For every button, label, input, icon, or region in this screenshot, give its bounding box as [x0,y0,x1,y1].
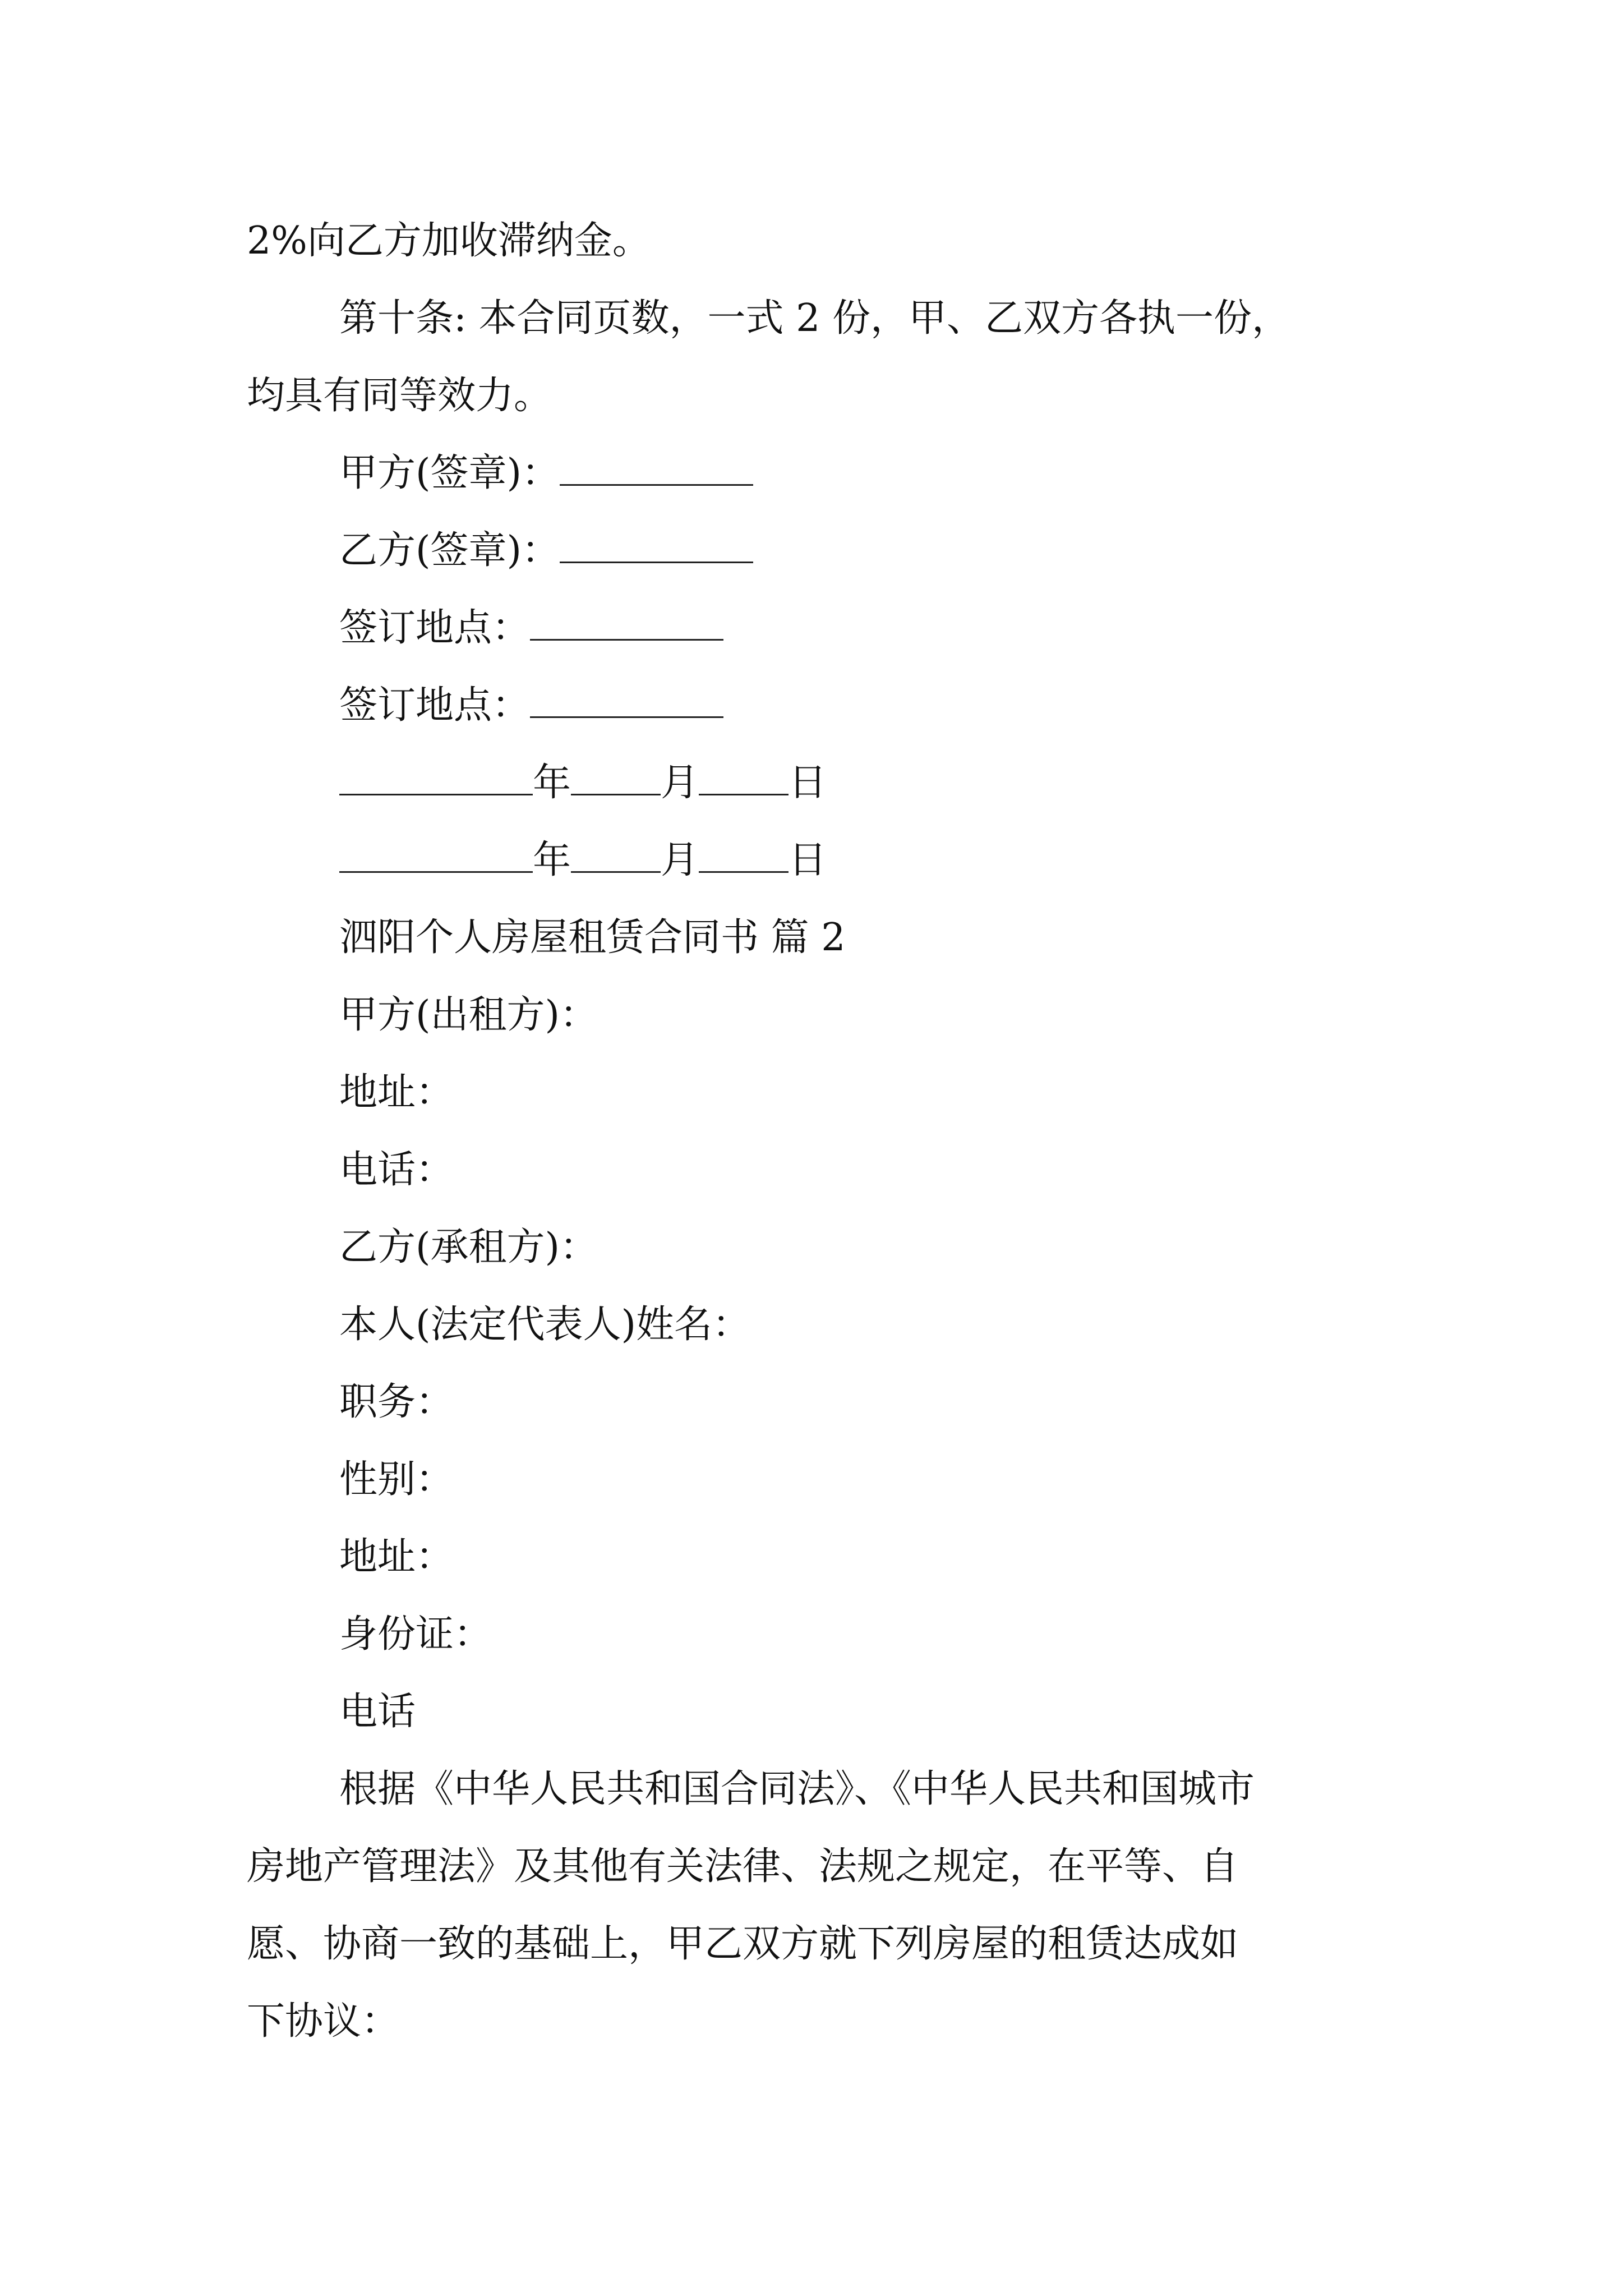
date-1-year-label: 年 [533,761,571,805]
basis-paragraph-line-1: 根据《中华人民共和国合同法》、《中华人民共和国城市 [339,1767,1255,1811]
signature-party-a-blank [560,452,753,486]
basis-paragraph-line-2: 房地产管理法》及其他有关法律、法规之规定，在平等、自 [247,1844,1239,1889]
date-1-year-blank [339,761,533,795]
basis-paragraph-line-4: 下协议： [247,1999,400,2044]
lessor-label: 甲方(出租方)： [339,993,598,1037]
lessor-address-label: 地址： [339,1070,454,1115]
date-2-day-label: 日 [789,838,827,882]
date-1-day-label: 日 [789,761,827,805]
lessor-phone-label: 电话： [339,1148,454,1192]
signature-party-b [339,528,753,573]
article-10-line-1: 第十条: 本合同页数，一式 2 份，甲、乙双方各执一份， [339,296,1290,341]
date-line-2 [339,838,827,883]
lessee-rep-name-label: 本人(法定代表人)姓名： [339,1303,751,1347]
date-2-month-blank [571,839,661,873]
date-2-month-label: 月 [661,838,699,882]
date-1-month-blank [571,761,661,795]
date-line-1 [339,761,827,806]
signing-place-2-label: 签订地点： [339,683,531,728]
article-10-line-2: 均具有同等效力。 [247,374,552,418]
basis-paragraph-line-3: 愿、协商一致的基础上，甲乙双方就下列房屋的租赁达成如 [247,1922,1239,1966]
signing-place-2 [339,683,723,728]
signature-party-b-label: 乙方(签章)： [339,528,560,573]
paragraph-continuation: 2%向乙方加收滞纳金。 [247,219,651,263]
lessee-phone-label: 电话 [339,1690,416,1734]
section-2-title: 泗阳个人房屋租赁合同书 篇 2 [339,915,846,960]
lessee-label: 乙方(承租方)： [339,1225,598,1269]
lessee-position-label: 职务： [339,1380,454,1424]
signing-place-1-label: 签订地点： [339,606,531,650]
signature-party-a [339,451,753,496]
signing-place-1 [339,606,723,651]
signing-place-2-blank [530,684,723,718]
date-2-year-blank [339,839,533,873]
date-1-month-label: 月 [661,761,699,805]
signature-party-a-label: 甲方(签章)： [339,451,560,495]
date-2-day-blank [699,839,789,873]
lessee-gender-label: 性别： [339,1457,454,1502]
signature-party-b-blank [560,529,753,563]
lessee-id-label: 身份证： [339,1612,492,1657]
signing-place-1-blank [530,606,723,641]
date-1-day-blank [699,761,789,795]
lessee-address-label: 地址： [339,1535,454,1579]
date-2-year-label: 年 [533,838,571,882]
